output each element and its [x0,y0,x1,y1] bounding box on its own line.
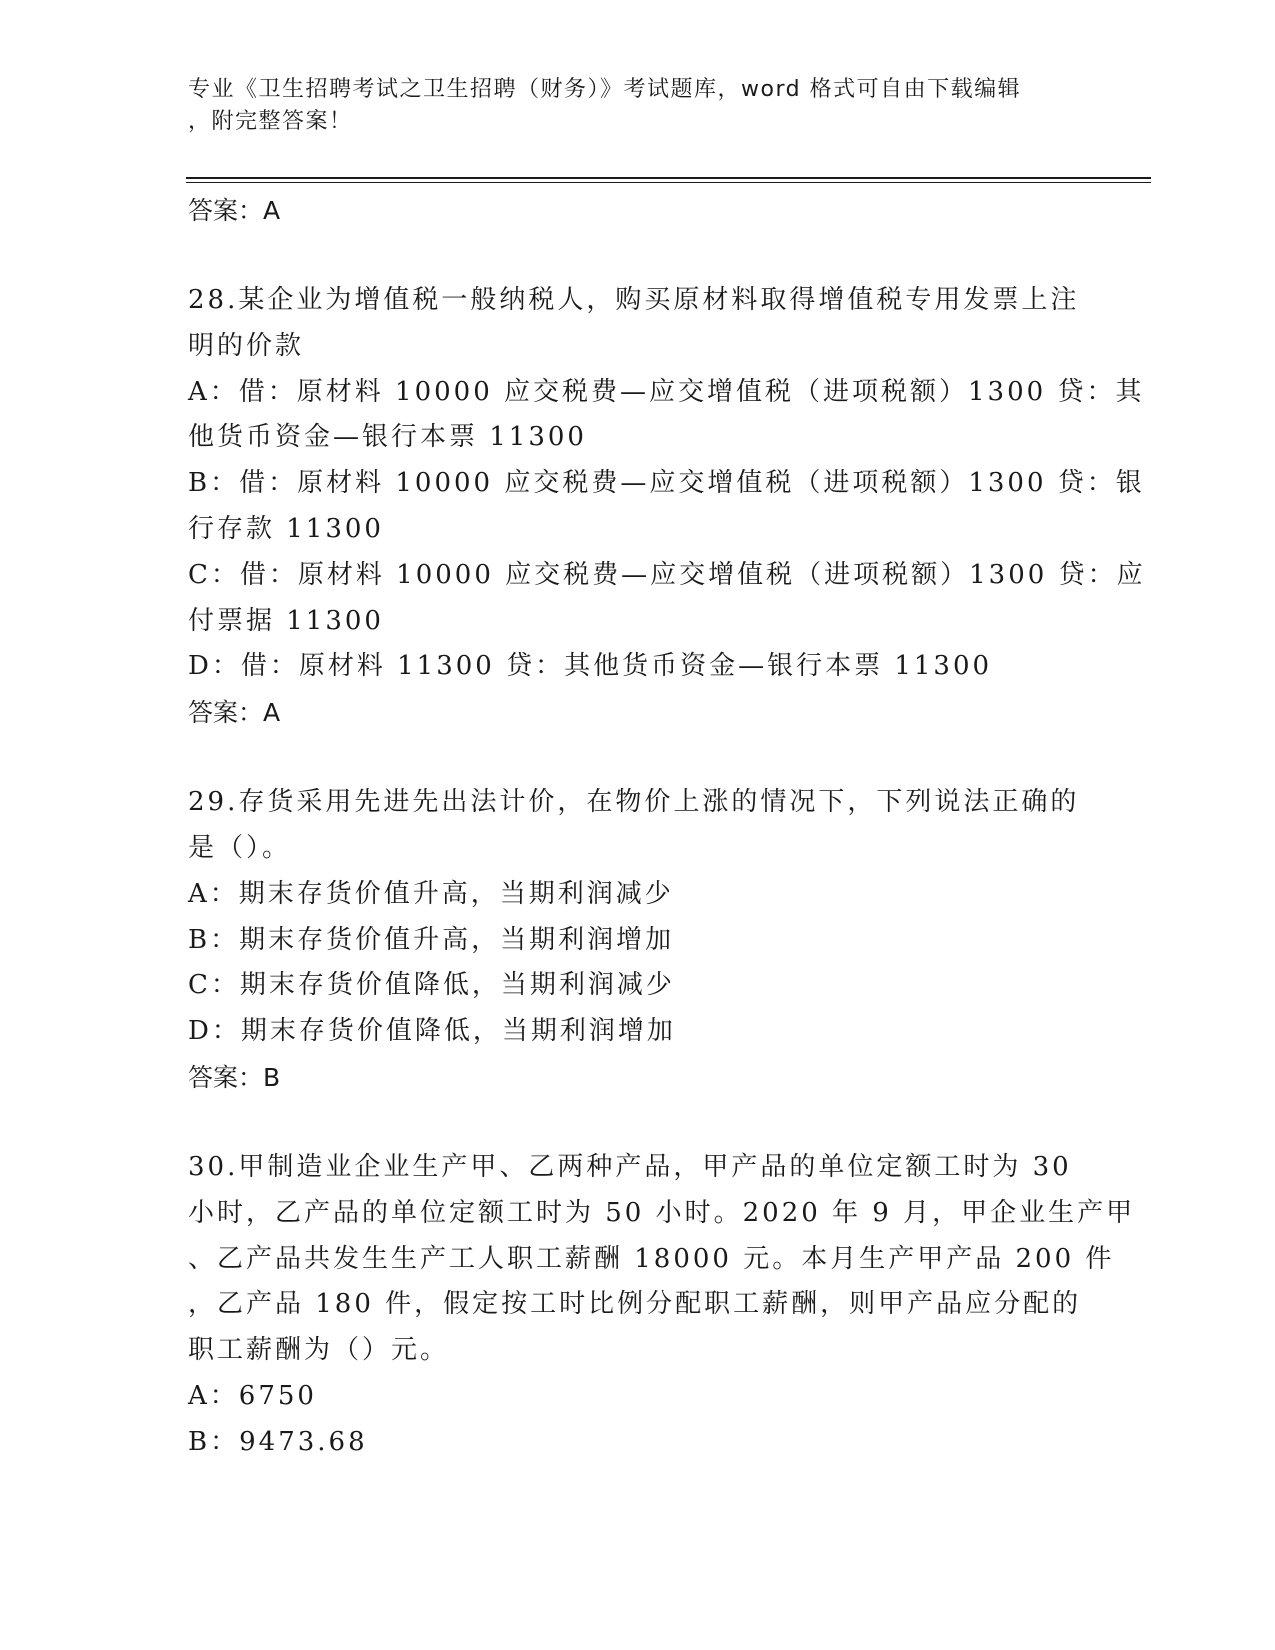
question-stem-line: 28.某企业为增值税一般纳税人，购买原材料取得增值税专用发票上注 [188,285,1080,315]
answer-label: 答案：B [188,1062,281,1092]
option-a: A：6750 [188,1380,317,1411]
option-a: A：借：原材料 10000 应交税费—应交增值税（进项税额）1300 贷：其 [188,376,1145,407]
header-rule-thin [186,182,1151,183]
header-line-2: ，附完整答案！ [188,109,353,134]
option-b: B：借：原材料 10000 应交税费—应交增值税（进项税额）1300 贷：银 [188,468,1145,499]
header-line-1: 专业《卫生招聘考试之卫生招聘（财务）》考试题库，word 格式可自由下载编辑 [188,77,1022,102]
answer-label: 答案：A [188,196,281,225]
option-b: B：9473.68 [188,1426,368,1457]
question-stem-line: 明的价款 [188,330,305,361]
question-stem-line: 、乙产品共发生生产工人职工薪酬 18000 元。本月生产甲产品 200 件 [188,1243,1115,1274]
option-a: A：期末存货价值升高，当期利润减少 [188,878,674,909]
option-c: C：借：原材料 10000 应交税费—应交增值税（进项税额）1300 贷：应 [188,559,1146,590]
question-stem-line: 小时，乙产品的单位定额工时为 50 小时。2020 年 9 月，甲企业生产甲 [188,1197,1136,1228]
question-stem-line: 是（）。 [188,832,292,863]
answer-label: 答案：A [188,698,281,728]
document-header [188,74,1088,138]
option-b: B：期末存货价值升高，当期利润增加 [188,924,675,955]
option-c-cont: 付票据 11300 [188,605,384,636]
question-28 [188,278,1146,736]
question-stem-line: 29.存货采用先进先出法计价，在物价上涨的情况下，下列说法正确的 [188,787,1080,818]
question-29 [188,780,1088,1101]
question-30 [188,1145,1136,1466]
option-d: D：借：原材料 11300 贷：其他货币资金—银行本票 11300 [188,651,993,682]
option-b-cont: 行存款 11300 [188,513,384,544]
option-d: D：期末存货价值降低，当期利润增加 [188,1016,676,1047]
question-stem-line: 30.甲制造业企业生产甲、乙两种产品，甲产品的单位定额工时为 30 [188,1151,1072,1182]
header-rule [186,177,1151,179]
option-a-cont: 他货币资金—银行本票 11300 [188,422,587,453]
option-c: C：期末存货价值降低，当期利润减少 [188,970,675,1001]
question-stem-line: 职工薪酬为（）元。 [188,1335,450,1366]
question-list [188,188,1146,1466]
question-stem-line: ，乙产品 180 件，假定按工时比例分配职工薪酬，则甲产品应分配的 [188,1289,1082,1320]
